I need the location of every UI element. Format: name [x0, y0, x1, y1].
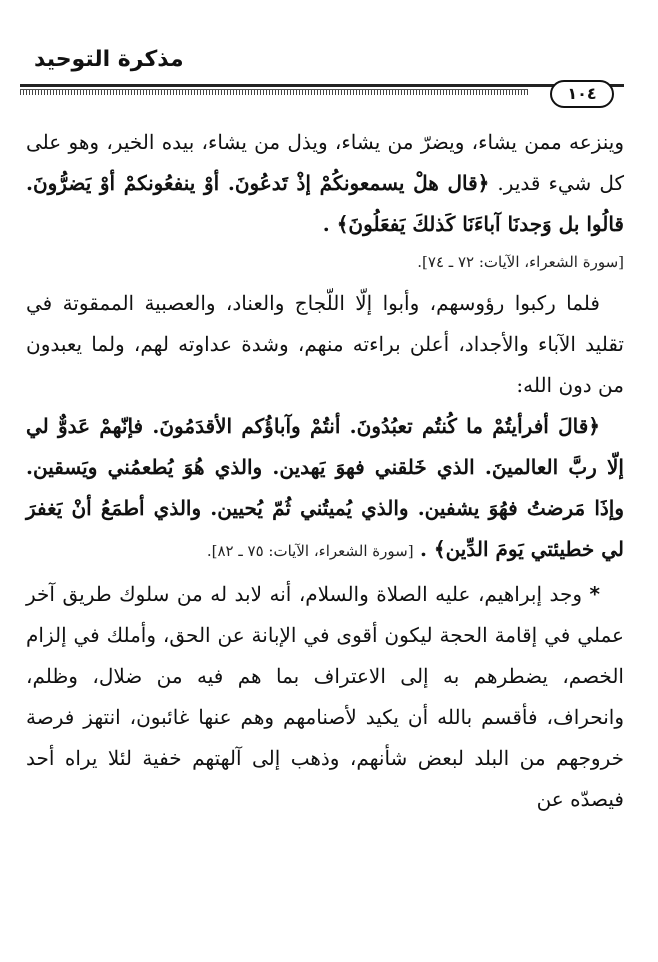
paragraph-4: [26, 574, 624, 820]
verse-reference-1: [سورة الشعراء، الآيات: ٧٢ ـ ٧٤].: [417, 253, 624, 271]
page-number: ١٠٤: [550, 80, 614, 108]
paragraph-1-text: وينزعه ممن يشاء، ويضرّ من يشاء، ويذل من يشاء، بيده الخير،: [106, 130, 625, 154]
page-body: [26, 122, 624, 820]
star-marker: *: [589, 582, 601, 606]
paragraph-2: فلما ركبوا رؤوسهم، وأبوا إلّا اللّجاج والعناد، والعصبية الممقوتة في تقليد الآباء والأجداد، أعلن براءته منهم، وشدة عداوته لهم، ولما يعبدون من دون الله:: [26, 291, 624, 397]
paragraph-1-text-2: وهو على كل شيء قدير.: [26, 130, 625, 195]
page-header: [20, 40, 624, 110]
paragraph-4-text: وجد إبراهيم، عليه الصلاة والسلام، أنه لابد له من سلوك طريق آخر عملي في إقامة الحجة ليكون أقوى في الإبانة عن الحق، وأملك في إلزام الخصم، يضطرهم به إلى الاعتراف بما هم فيه من ضلال، وظلم، وانحراف، فأقسم بالله أن يكيد لأصنامهم وهم عنها غائبون، انتهز فرصة خروجهم من البلد لبعض شأنهم، وذهب إلى آلهتهم خفية لئلا يراه أحد فيصدّه عن: [26, 582, 624, 811]
paragraph-1: [26, 122, 624, 245]
header-dotted-rule: [20, 89, 528, 95]
book-title: مذكرة التوحيد: [34, 47, 184, 72]
verse-reference-2: [سورة الشعراء، الآيات: ٧٥ ـ ٨٢].: [206, 542, 414, 560]
header-rule: [20, 84, 624, 87]
paragraph-3: [26, 406, 624, 570]
quran-verse-1: ﴿قال هلْ يسمعونكُمْ إذْ تَدعُونَ. أوْ ينفعُونكمْ أوْ يَضرُّونَ. قالُوا بل وَجدنَا آباءَنَا كَذلكَ يَفعَلُونَ﴾ .: [26, 171, 624, 236]
quran-verse-2: ﴿قالَ أفرأيتُمْ ما كُنتُم تعبُدُونَ. أنتُمْ وآباؤُكم الأقدَمُونَ. فإنّهمْ عَدوٌّ لي إلّا ربَّ العالمينَ. الذي خَلقني فهوَ يَهدين. والذي هُوَ يُطعمُني ويَسقين. وإذَا مَرضتُ فهُوَ يشفين. والذي يُميتُني ثُمّ يُحيين. والذي أطمَعُ أنْ يَغفرَ لي خطيئتي يَومَ الدِّين﴾ .: [26, 414, 624, 561]
